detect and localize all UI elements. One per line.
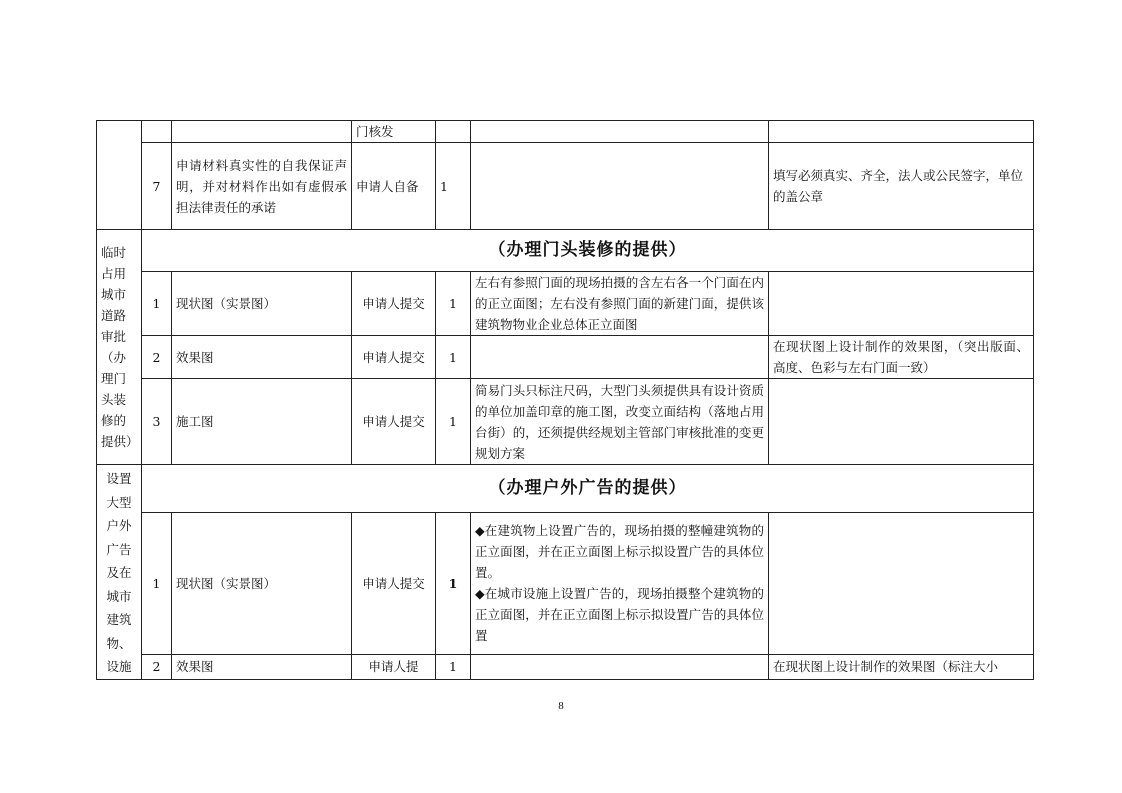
- material-cell: 效果图: [172, 336, 352, 379]
- source-cell: 申请人提交: [352, 379, 436, 465]
- source-cell: 申请人提: [352, 655, 436, 679]
- requirement-item: ◆在建筑物上设置广告的，现场拍摄的整幢建筑物的正立面图，并在正立面图上标示拟设置广告的具体位置。: [475, 523, 764, 581]
- copies-cell: 1: [436, 379, 471, 465]
- requirement-cell: [471, 121, 769, 143]
- material-cell: 现状图（实景图）: [172, 272, 352, 336]
- source-cell: 申请人提交: [352, 512, 436, 654]
- page-number: 8: [558, 700, 564, 712]
- requirement-cell: [471, 512, 769, 654]
- materials-table: [96, 120, 1034, 680]
- table-row: [97, 512, 1034, 654]
- table-row: [97, 121, 1034, 143]
- copies-cell: 1: [436, 655, 471, 679]
- table-row: [97, 336, 1034, 379]
- table-row: [97, 379, 1034, 465]
- category-cell-billboard: 设置大型户外广告及在城市建筑物、设施: [97, 465, 142, 680]
- remark-cell: 在现状图上设计制作的效果图（标注大小: [769, 655, 1034, 679]
- section-heading-row: [97, 465, 1034, 513]
- index-cell: 2: [142, 655, 172, 679]
- material-cell: [172, 121, 352, 143]
- material-cell: 效果图: [172, 655, 352, 679]
- table-row: [97, 655, 1034, 679]
- index-cell: [142, 121, 172, 143]
- copies-cell: 1: [436, 272, 471, 336]
- remark-cell: 在现状图上设计制作的效果图，（突出版面、高度、色彩与左右门面一致）: [769, 336, 1034, 379]
- requirement-cell: [471, 336, 769, 379]
- material-cell: 施工图: [172, 379, 352, 465]
- copies-cell: 1: [436, 336, 471, 379]
- requirement-cell: 左右有参照门面的现场拍摄的含左右各一个门面在内的正立面图；左右没有参照门面的新建门面，提供该建筑物物业企业总体正立面图: [471, 272, 769, 336]
- requirement-item: ◆在城市设施上设置广告的，现场拍摄整个建筑物的正立面图，并在正立面图上标示拟设置广告的具体位置: [475, 586, 764, 644]
- index-cell: 1: [142, 272, 172, 336]
- index-cell: 7: [142, 143, 172, 230]
- remark-cell: 填写必须真实、齐全，法人或公民签字，单位的盖公章: [769, 143, 1034, 230]
- category-cell-continued: [97, 121, 142, 230]
- source-cell: 申请人提交: [352, 272, 436, 336]
- source-cell: 申请人自备: [352, 143, 436, 230]
- category-cell-storefront: 临时占用城市道路审批（办理门头装修的提供）: [97, 230, 142, 465]
- index-cell: 1: [142, 512, 172, 654]
- source-cell: 申请人提交: [352, 336, 436, 379]
- remark-cell: [769, 379, 1034, 465]
- index-cell: 2: [142, 336, 172, 379]
- material-cell: 现状图（实景图）: [172, 512, 352, 654]
- index-cell: 3: [142, 379, 172, 465]
- requirement-cell: [471, 655, 769, 679]
- remark-cell: [769, 512, 1034, 654]
- table-row: [97, 143, 1034, 230]
- copies-cell: 1: [436, 143, 471, 230]
- section-heading: （办理户外广告的提供）: [142, 465, 1034, 513]
- copies-cell: [436, 121, 471, 143]
- requirement-cell: 简易门头只标注尺码，大型门头须提供具有设计资质的单位加盖印章的施工图，改变立面结构（落地占用台街）的，还须提供经规划主管部门审核批准的变更规划方案: [471, 379, 769, 465]
- source-cell: 门核发: [352, 121, 436, 143]
- requirement-cell: [471, 143, 769, 230]
- material-cell: 申请材料真实性的自我保证声明，并对材料作出如有虚假承担法律责任的承诺: [172, 143, 352, 230]
- remark-cell: [769, 121, 1034, 143]
- copies-cell: 1: [436, 512, 471, 654]
- section-heading-row: [97, 230, 1034, 272]
- remark-cell: [769, 272, 1034, 336]
- table-row: [97, 272, 1034, 336]
- section-heading: （办理门头装修的提供）: [142, 230, 1034, 272]
